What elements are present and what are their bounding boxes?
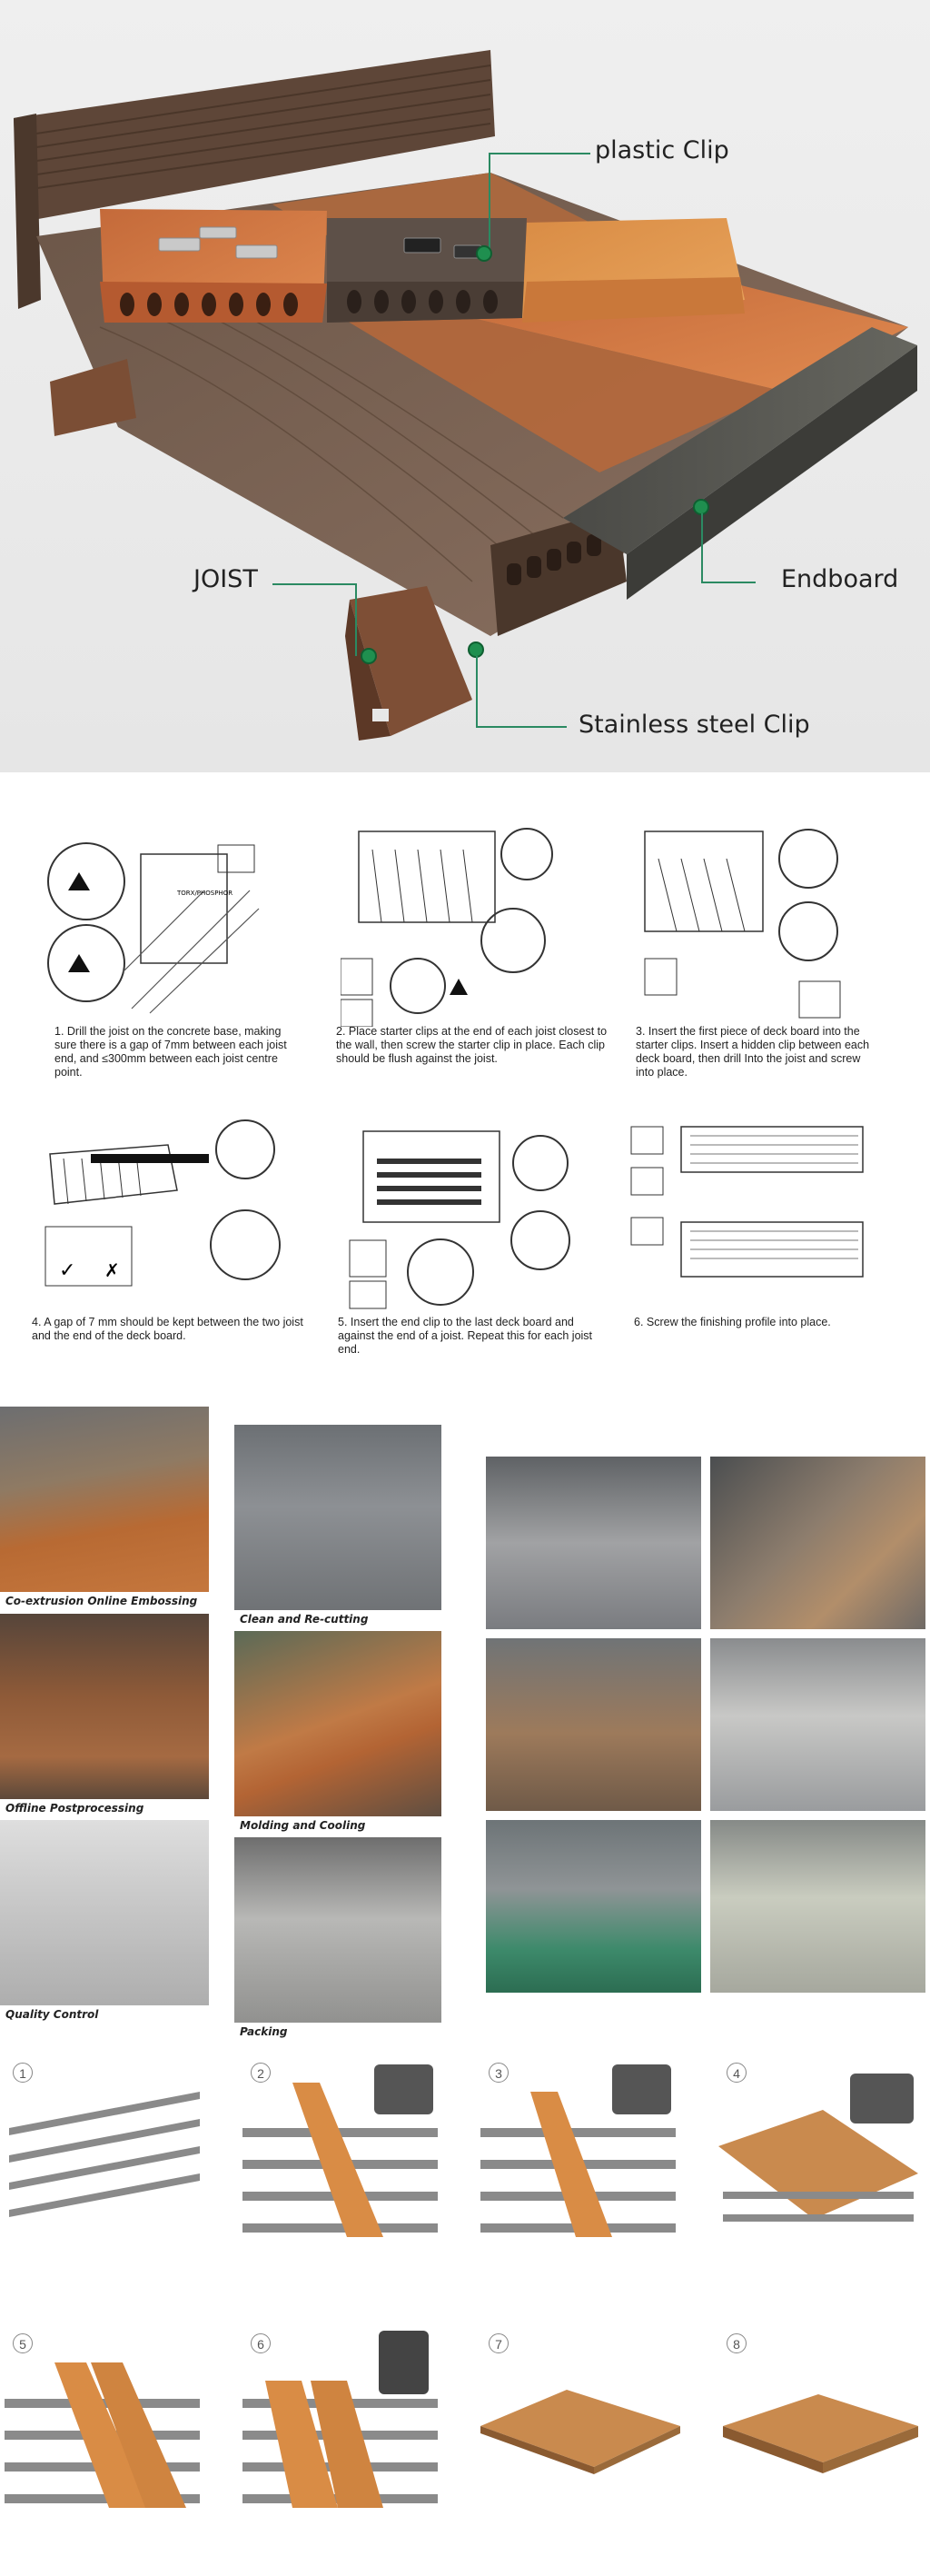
step1-sketch [41, 836, 268, 1027]
factory-photo-5 [486, 1820, 701, 1993]
joist-leader-line [272, 583, 356, 585]
step2-text: 2. Place starter clips at the end of each joist closest to the wall, then screw the starter clip in place. Each clip should be flush against the joist. [336, 1025, 608, 1065]
photo-coextrusion-embossing [0, 1407, 209, 1611]
install-step-2-graphic [238, 2055, 447, 2246]
install-step-6 [238, 2326, 447, 2517]
install-step-7-graphic [476, 2326, 685, 2517]
install-step-6-graphic [238, 2326, 447, 2517]
stainless-clip-leader-line [476, 726, 567, 728]
install-step-number: 7 [489, 2333, 509, 2353]
step6-sketch [627, 1118, 872, 1299]
factory-photo-6 [710, 1820, 925, 1993]
factory-photo-1 [486, 1457, 701, 1629]
svg-text:✗: ✗ [104, 1259, 120, 1281]
step5-sketch [345, 1122, 590, 1313]
install-step-1 [0, 2055, 209, 2246]
install-step-number: 6 [251, 2333, 271, 2353]
stainless-clip-leader-line-vertical [476, 656, 478, 727]
step6-text: 6. Screw the finishing profile into place. [634, 1316, 831, 1328]
install-step-5 [0, 2326, 209, 2517]
caption-offline-postprocessing: Offline Postprocessing [0, 1799, 209, 1818]
endboard-label: Endboard [781, 565, 899, 593]
caption-quality-control: Quality Control [0, 2005, 209, 2024]
svg-text:✓: ✓ [59, 1259, 76, 1282]
plastic-clip-leader-line-vertical [489, 153, 490, 251]
install-step-number: 4 [727, 2063, 747, 2083]
step5-text: 5. Insert the end clip to the last deck board and against the end of a joist. Repeat this for each joist end. [338, 1316, 593, 1356]
caption-coextrusion-embossing: Co-extrusion Online Embossing [0, 1592, 209, 1611]
install-step-3-graphic [476, 2055, 685, 2246]
install-step-7 [476, 2326, 685, 2517]
step1-text: 1. Drill the joist on the concrete base, making sure there is a gap of 7mm between each joist end, and ≤300mm between each joist centre point. [54, 1025, 287, 1079]
caption-molding-cooling: Molding and Cooling [234, 1816, 441, 1835]
install-step-1-graphic [0, 2055, 209, 2246]
joist-marker-dot [361, 648, 377, 664]
install-step-8-graphic [714, 2326, 923, 2517]
photo-packing [234, 1837, 441, 2042]
stainless-clip-label: Stainless steel Clip [579, 711, 810, 739]
install-step-number: 8 [727, 2333, 747, 2353]
factory-photo-4 [710, 1638, 925, 1811]
install-step-number: 3 [489, 2063, 509, 2083]
install-step-number: 2 [251, 2063, 271, 2083]
deck-assembly-illustration [0, 0, 930, 772]
install-step-2 [238, 2055, 447, 2246]
joist-label: JOIST [193, 565, 258, 593]
install-steps-section [0, 2055, 930, 2576]
photo-molding-cooling [234, 1631, 441, 1835]
endboard-leader-line-vertical [701, 513, 703, 582]
photo-quality-control [0, 1820, 209, 2024]
installation-instructions-section [0, 772, 930, 1390]
install-step-4-graphic [714, 2055, 923, 2246]
photo-offline-postprocessing [0, 1614, 209, 1818]
factory-photo-2 [710, 1457, 925, 1629]
photo-clean-recutting [234, 1425, 441, 1629]
endboard-leader-line [701, 582, 756, 583]
caption-clean-recutting: Clean and Re-cutting [234, 1610, 441, 1629]
install-step-5-graphic [0, 2326, 209, 2517]
factory-photo-3 [486, 1638, 701, 1811]
step3-sketch [636, 822, 863, 1027]
svg-text:TORX/PHOSPHOR: TORX/PHOSPHOR [177, 890, 233, 897]
install-step-number: 5 [13, 2333, 33, 2353]
install-step-4 [714, 2055, 923, 2246]
joist-leader-line-vertical [355, 583, 357, 656]
hero-deck-diagram [0, 0, 930, 772]
install-step-3 [476, 2055, 685, 2246]
install-step-number: 1 [13, 2063, 33, 2083]
step4-sketch [41, 1118, 286, 1290]
caption-packing: Packing [234, 2023, 441, 2042]
step3-text: 3. Insert the first piece of deck board into the starter clips. Insert a hidden clip between each deck board, then drill Into the joist and screw into place. [636, 1025, 870, 1079]
plastic-clip-leader-line [490, 153, 590, 154]
plastic-clip-marker-dot [476, 245, 492, 262]
step4-text: 4. A gap of 7 mm should be kept between the two joist and the end of the deck board. [32, 1316, 303, 1342]
plastic-clip-label: plastic Clip [595, 136, 729, 164]
install-step-8 [714, 2326, 923, 2517]
step2-sketch [341, 822, 595, 1027]
